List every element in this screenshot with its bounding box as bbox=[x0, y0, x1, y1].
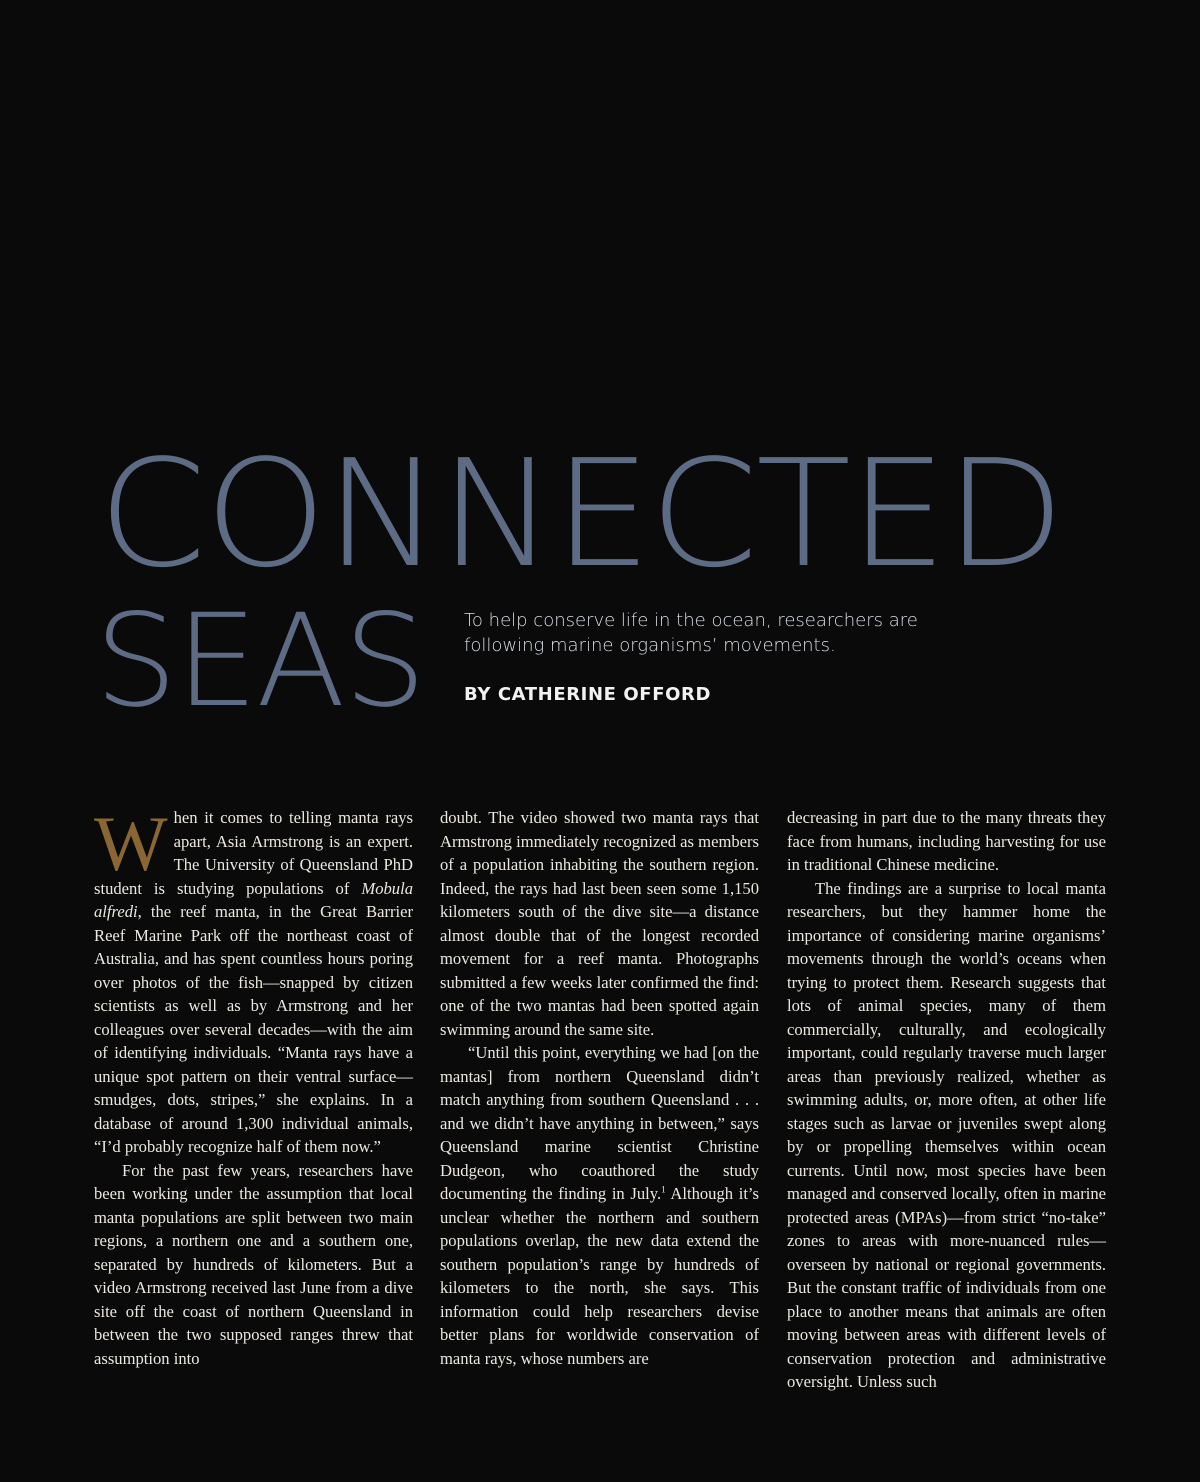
drop-cap: W bbox=[94, 800, 168, 887]
article-column-1 bbox=[94, 800, 413, 1370]
byline: BY CATHERINE OFFORD bbox=[464, 684, 711, 705]
paragraph-text: hen it comes to telling manta rays apart, Asia Armstrong is an expert. The University of Queensland PhD student is studying populations of bbox=[94, 808, 413, 898]
headline-line-2: SEAS bbox=[94, 587, 425, 736]
paragraph: decreasing in part due to the many threats they face from humans, including harvesting for use in traditional Chinese medicine. bbox=[787, 808, 1106, 874]
paragraph-text: , the reef manta, in the Great Barrier Reef Marine Park off the northeast coast of Australia, and has spent countless hours poring over photos of the fish—snapped by citizen scientists as well as by Armstrong and her colleagues over several decades—with the aim of identifying individuals. “Manta rays have a unique spot pattern on their ventral surface—smudges, dots, stripes,” she explains. In a database of around 1,300 individual animals, “I’d probably recognize half of them now.” bbox=[94, 902, 413, 1156]
deck-subtitle: To help conserve life in the ocean, researchers are following marine organisms’ movements. bbox=[464, 610, 918, 656]
paragraph: The findings are a surprise to local manta researchers, but they hammer home the importance of considering marine organisms’ movements through the world’s oceans when trying to protect them. Research suggests that lots of animal species, many of them commercially, culturally, and ecologically important, could regularly traverse much larger areas than previously realized, whether as swimming adults, or, more often, at other life stages such as larvae or juveniles swept along by or propelling themselves within ocean currents. Until now, most species have been managed and conserved locally, often in marine protected areas (MPAs)—from strict “no-take” zones to areas with more-nuanced rules—overseen by national or regional governments. But the constant traffic of individuals from one place to another means that animals are often moving between areas with different levels of conservation protection and administrative oversight. Unless such bbox=[787, 878, 1106, 1391]
species-name: Mobula alfredi bbox=[94, 878, 413, 921]
paragraph-text: “Until this point, everything we had [on the mantas] from northern Queensland didn’t match anything from southern Queensland . . . and we didn’t have anything in between,” says Queensland marine scientist Christine Dudgeon, who coauthored the study documenting the finding in July. bbox=[440, 1043, 759, 1203]
article-column-3 bbox=[787, 806, 1106, 1394]
article-column-2 bbox=[440, 806, 759, 1370]
reference-marker: 1 bbox=[661, 1184, 666, 1195]
paragraph bbox=[440, 1041, 759, 1370]
paragraph: doubt. The video showed two manta rays that Armstrong immediately recognized as members of a population inhabiting the southern region. Indeed, the rays had last been seen some 1,150 kilometers south of the dive site—a distance almost double that of the longest recorded movement for a reef manta. Photographs submitted a few weeks later confirmed the find: one of the two mantas had been spotted again swimming around the same site. bbox=[440, 808, 759, 1039]
article-body bbox=[94, 800, 1106, 1406]
headline-line-1: CONNECTED bbox=[98, 428, 1063, 600]
paragraph: For the past few years, researchers have been working under the assumption that local manta populations are split between two main regions, a northern one and a southern one, separated by hundreds of kilometers. But a video Armstrong received last June from a dive site off the coast of northern Queensland in between the two supposed ranges threw that assumption into bbox=[94, 1160, 413, 1368]
paragraph bbox=[94, 800, 413, 1159]
paragraph-text: Although it’s unclear whether the northern and southern populations overlap, the new data extend the southern population’s range by hundreds of kilometers to the north, she says. This information could help researchers devise better plans for worldwide conservation of manta rays, whose numbers are bbox=[440, 1184, 759, 1368]
